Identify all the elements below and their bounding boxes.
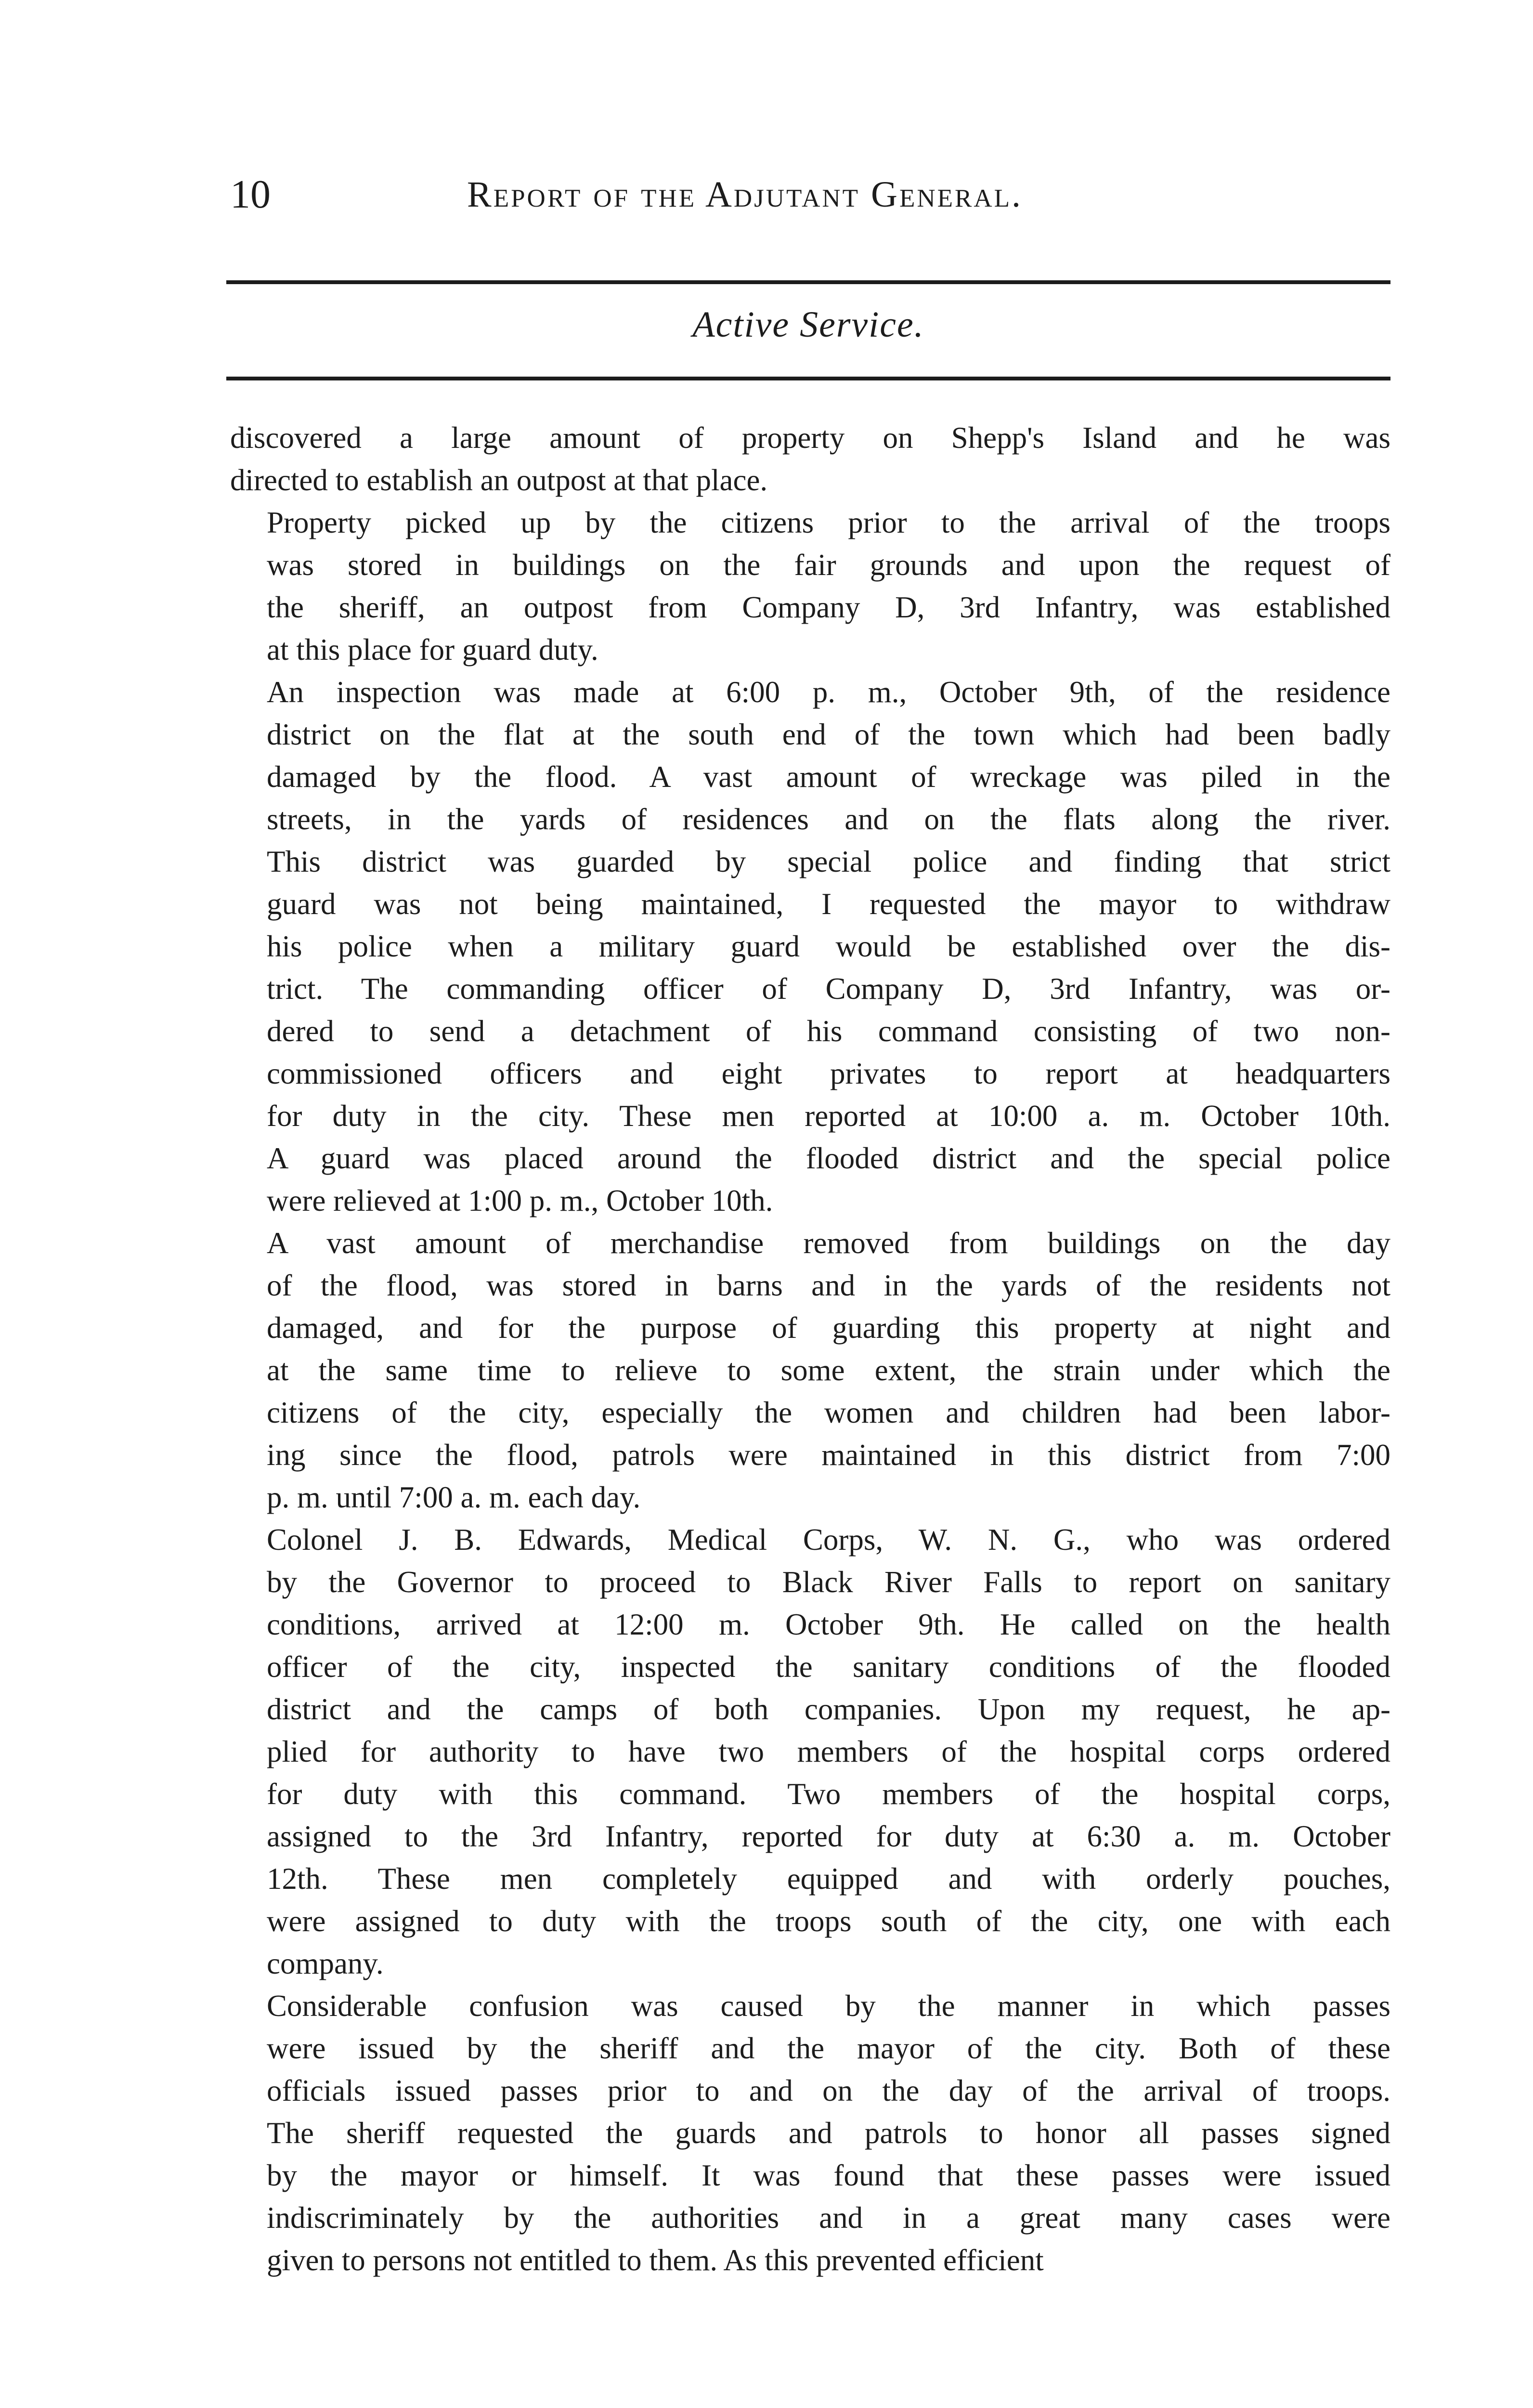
text-line: assigned to the 3rd Infantry, reported for duty at 6:30 a. m. October bbox=[267, 1819, 1390, 1853]
paragraph bbox=[230, 501, 1390, 671]
text-line: Property picked up by the citizens prior to the arrival of the troops bbox=[267, 506, 1390, 539]
text-line: Considerable confusion was caused by the manner in which passes bbox=[267, 1989, 1390, 2023]
paragraph bbox=[230, 417, 1390, 501]
text-line: p. m. until 7:00 a. m. each day. bbox=[267, 1480, 641, 1514]
text-line: Colonel J. B. Edwards, Medical Corps, W. N. G., who was ordered bbox=[267, 1523, 1390, 1557]
text-line: The sheriff requested the guards and patrols to honor all passes signed bbox=[267, 2116, 1390, 2150]
text-line: dered to send a detachment of his command consisting of two non- bbox=[267, 1014, 1390, 1048]
text-line: damaged by the flood. A vast amount of wreckage was piled in the bbox=[267, 760, 1390, 794]
text-line: A guard was placed around the flooded district and the special police bbox=[267, 1141, 1390, 1175]
text-line: district and the camps of both companies. Upon my request, he ap- bbox=[267, 1692, 1390, 1726]
text-line: for duty in the city. These men reported at 10:00 a. m. October 10th. bbox=[267, 1099, 1390, 1133]
text-line: 12th. These men completely equipped and with orderly pouches, bbox=[267, 1862, 1390, 1896]
running-head: Report of the Adjutant General. bbox=[467, 174, 1023, 215]
text-line: by the mayor or himself. It was found that these passes were issued bbox=[267, 2159, 1390, 2192]
text-line: officials issued passes prior to and on the day of the arrival of troops. bbox=[267, 2074, 1390, 2107]
text-line: at the same time to relieve to some extent, the strain under which the bbox=[267, 1353, 1390, 1387]
text-line: company. bbox=[267, 1947, 384, 1980]
header-rule-bottom bbox=[226, 377, 1390, 380]
text-line: damaged, and for the purpose of guarding this property at night and bbox=[267, 1311, 1390, 1345]
text-line: This district was guarded by special police and finding that strict bbox=[267, 845, 1390, 878]
text-line: ing since the flood, patrols were maintained in this district from 7:00 bbox=[267, 1438, 1390, 1472]
text-line: trict. The commanding officer of Company D, 3rd Infantry, was or- bbox=[267, 972, 1390, 1006]
text-line: given to persons not entitled to them. As this prevented efficient bbox=[267, 2243, 1044, 2277]
body-text bbox=[230, 417, 1390, 2281]
text-line: A vast amount of merchandise removed from buildings on the day bbox=[267, 1226, 1390, 1260]
page-number: 10 bbox=[230, 172, 271, 217]
text-line: guard was not being maintained, I requested the mayor to withdraw bbox=[267, 887, 1390, 921]
text-line: of the flood, was stored in barns and in the yards of the residents not bbox=[267, 1269, 1390, 1302]
text-line: commissioned officers and eight privates to report at headquarters bbox=[267, 1057, 1390, 1090]
text-line: the sheriff, an outpost from Company D, 3rd Infantry, was established bbox=[267, 590, 1390, 624]
text-line: conditions, arrived at 12:00 m. October 9th. He called on the health bbox=[267, 1608, 1390, 1641]
paragraph bbox=[230, 1518, 1390, 1985]
text-line: officer of the city, inspected the sanitary conditions of the flooded bbox=[267, 1650, 1390, 1684]
text-line: plied for authority to have two members of the hospital corps ordered bbox=[267, 1735, 1390, 1768]
section-title: Active Service. bbox=[692, 304, 924, 345]
text-line: was stored in buildings on the fair grounds and upon the request of bbox=[267, 548, 1390, 582]
header-rule-top bbox=[226, 280, 1390, 284]
paragraph bbox=[230, 1985, 1390, 2281]
text-line: district on the flat at the south end of the town which had been badly bbox=[267, 718, 1390, 751]
paragraph bbox=[230, 671, 1390, 1222]
text-line: An inspection was made at 6:00 p. m., October 9th, of the residence bbox=[267, 675, 1390, 709]
text-line: were assigned to duty with the troops south of the city, one with each bbox=[267, 1904, 1390, 1938]
text-line: discovered a large amount of property on Shepp's Island and he was bbox=[230, 421, 1390, 455]
paragraph bbox=[230, 1222, 1390, 1518]
text-line: at this place for guard duty. bbox=[267, 633, 598, 667]
text-line: directed to establish an outpost at that place. bbox=[230, 463, 768, 497]
text-line: indiscriminately by the authorities and in a great many cases were bbox=[267, 2201, 1390, 2235]
text-line: for duty with this command. Two members of the hospital corps, bbox=[267, 1777, 1390, 1811]
text-line: streets, in the yards of residences and on the flats along the river. bbox=[267, 802, 1390, 836]
text-line: his police when a military guard would be established over the dis- bbox=[267, 929, 1390, 963]
text-line: by the Governor to proceed to Black River Falls to report on sanitary bbox=[267, 1565, 1390, 1599]
text-line: citizens of the city, especially the women and children had been labor- bbox=[267, 1396, 1390, 1429]
text-line: were issued by the sheriff and the mayor of the city. Both of these bbox=[267, 2031, 1390, 2065]
text-line: were relieved at 1:00 p. m., October 10th. bbox=[267, 1184, 773, 1217]
